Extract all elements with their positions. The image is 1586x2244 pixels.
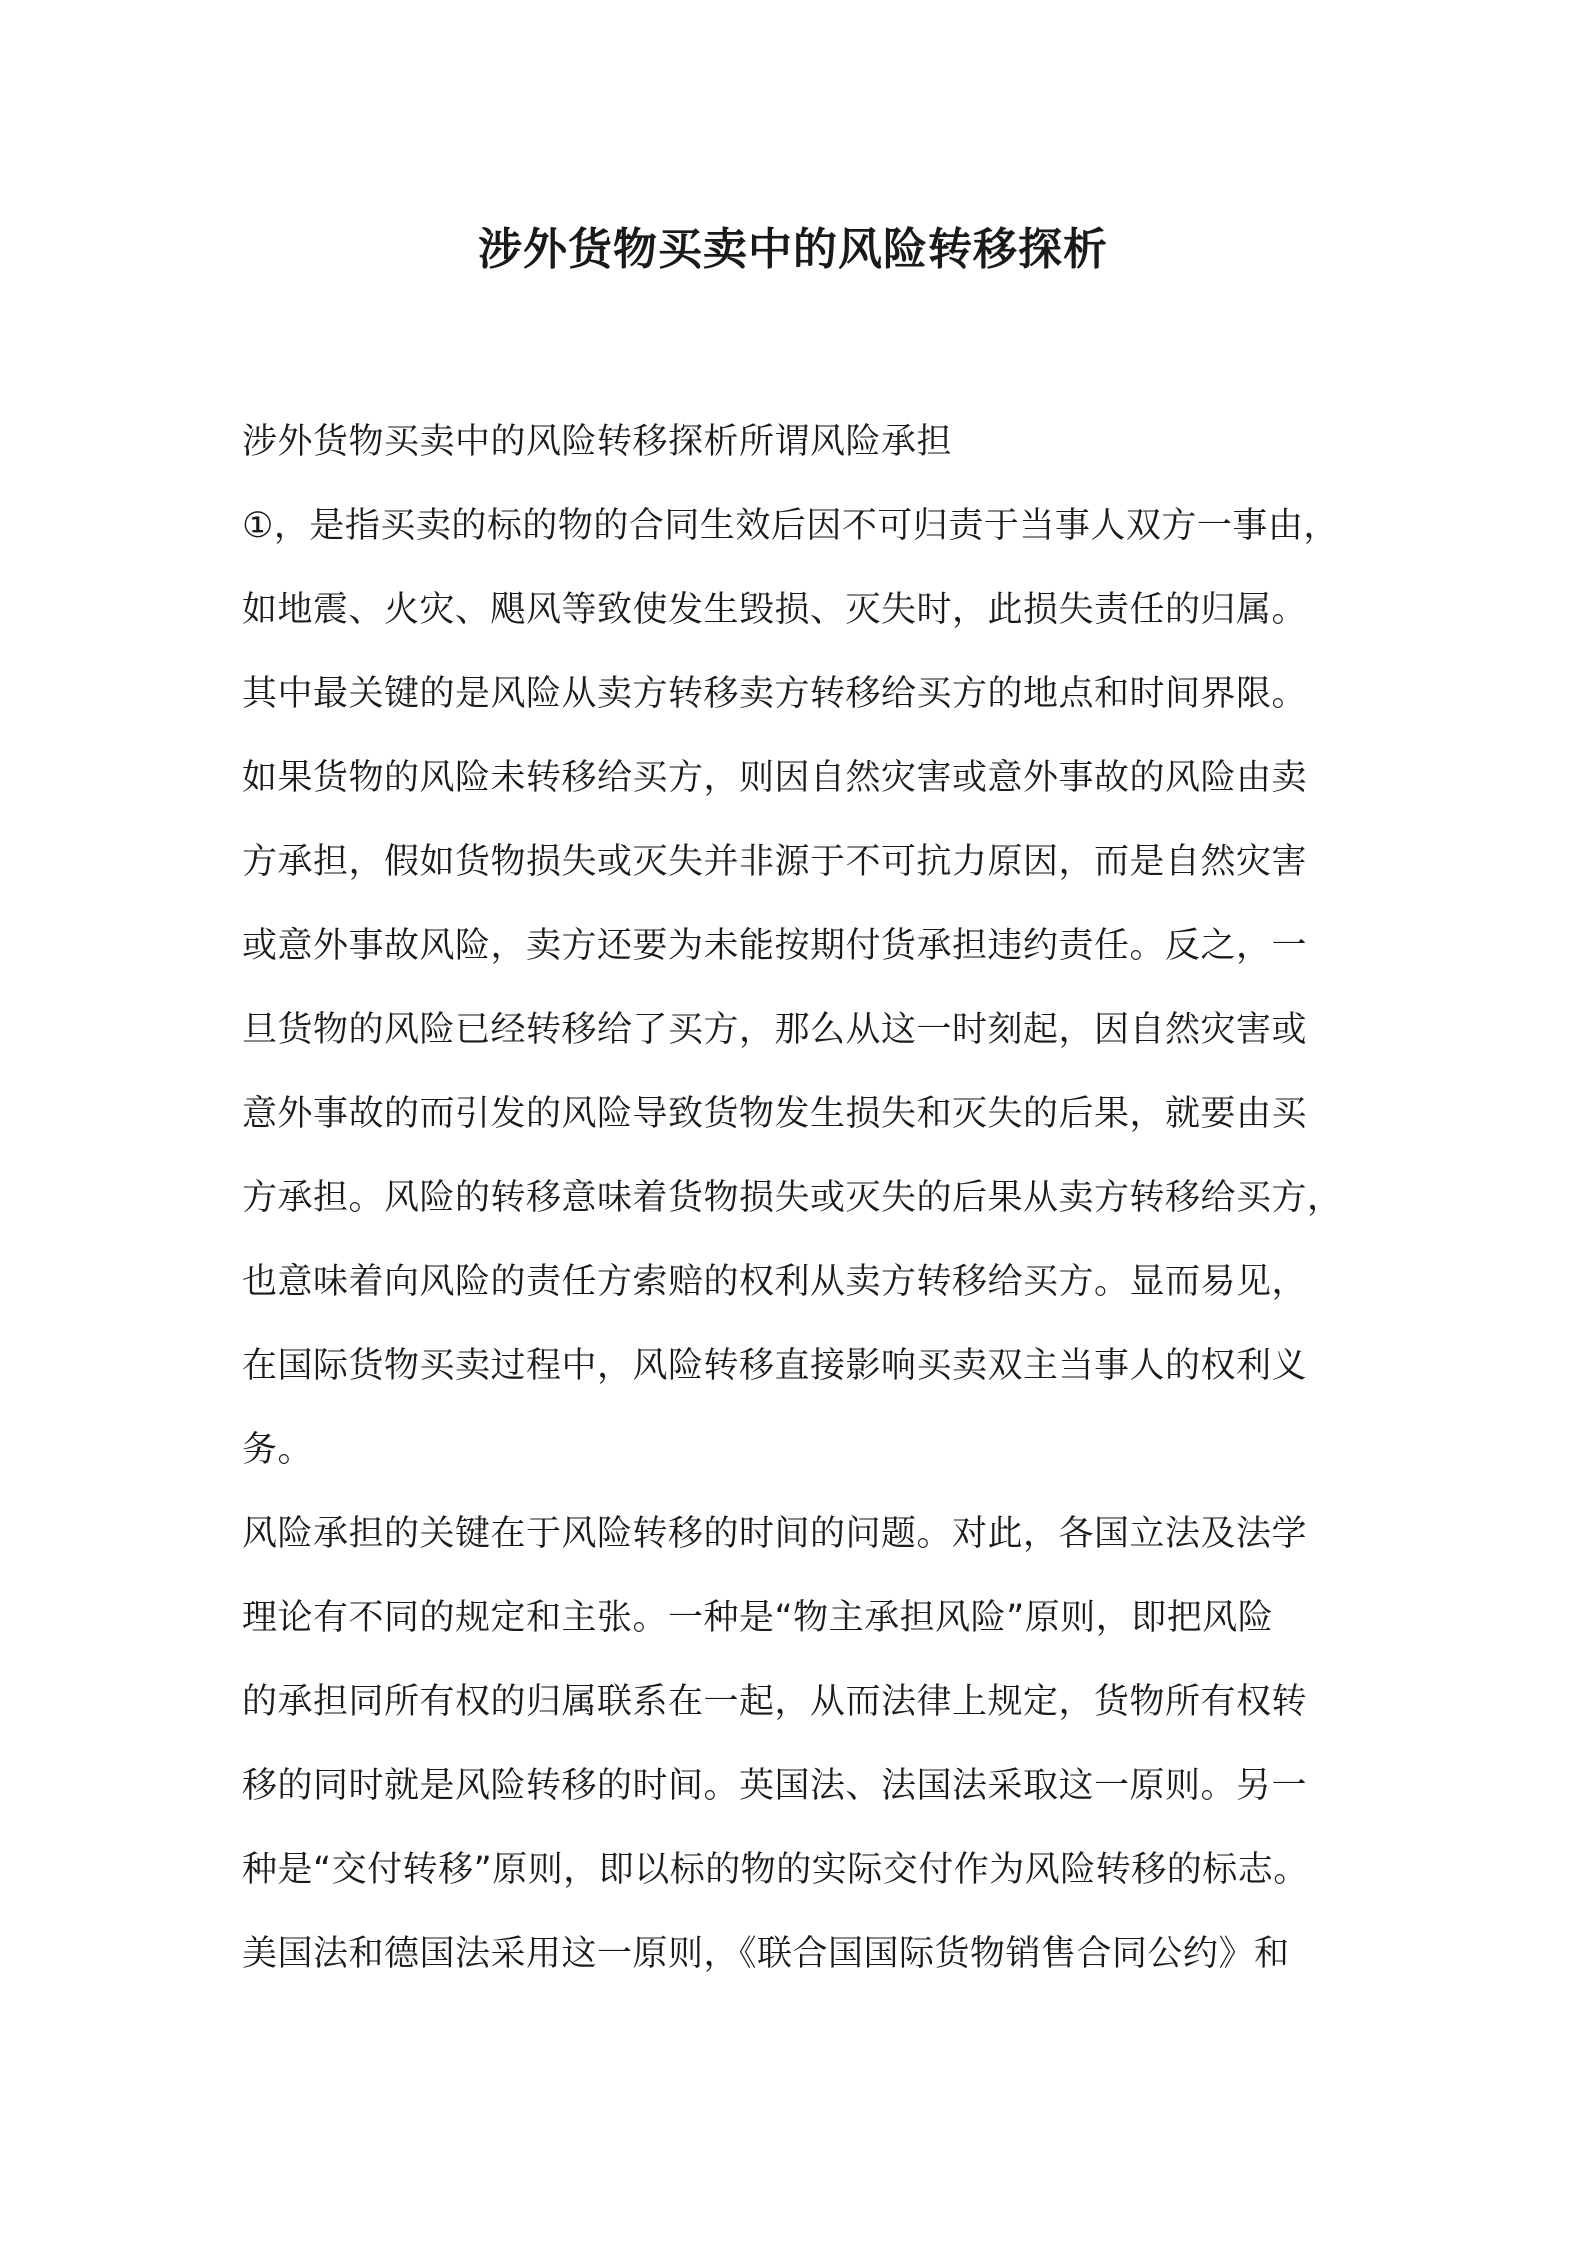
text-line: 如地震、火灾、飓风等致使发生毁损、灭失时，此损失责任的归属。: [242, 590, 1308, 630]
text-line: 也意味着向风险的责任方索赔的权利从卖方转移给买方。显而易见，: [242, 1262, 1308, 1302]
text-line: 风险承担的关键在于风险转移的时间的问题。对此，各国立法及法学: [242, 1514, 1308, 1554]
text-line: 或意外事故风险，卖方还要为未能按期付货承担违约责任。反之，一: [242, 926, 1308, 966]
text-line: 如果货物的风险未转移给买方，则因自然灾害或意外事故的风险由卖: [242, 758, 1308, 798]
text-line: 其中最关键的是风险从卖方转移卖方转移给买方的地点和时间界限。: [242, 674, 1308, 714]
text-line: 意外事故的而引发的风险导致货物发生损失和灭失的后果，就要由买: [242, 1094, 1308, 1134]
text-line: 的承担同所有权的归属联系在一起，从而法律上规定，货物所有权转: [242, 1682, 1308, 1722]
text-line: 移的同时就是风险转移的时间。英国法、法国法采取这一原则。另一: [242, 1766, 1308, 1806]
text-line: 务。: [242, 1430, 314, 1470]
text-line: 理论有不同的规定和主张。一种是“物主承担风险”原则，即把风险: [242, 1598, 1274, 1638]
text-line: 方承担。风险的转移意味着货物损失或灭失的后果从卖方转移给买方，: [242, 1178, 1343, 1218]
text-line: 种是“交付转移”原则，即以标的物的实际交付作为风险转移的标志。: [242, 1850, 1309, 1890]
text-line: ①，是指买卖的标的物的合同生效后因不可归责于当事人双方一事由，: [242, 506, 1339, 546]
text-line: 美国法和德国法采用这一原则，《联合国国际货物销售合同公约》和: [242, 1934, 1290, 1974]
text-line: 涉外货物买卖中的风险转移探析所谓风险承担: [242, 422, 953, 462]
document-body: [242, 400, 1372, 1996]
text-line: 旦货物的风险已经转移给了买方，那么从这一时刻起，因自然灾害或: [242, 1010, 1308, 1050]
text-line: 在国际货物买卖过程中，风险转移直接影响买卖双主当事人的权利义: [242, 1346, 1308, 1386]
document-title: 涉外货物买卖中的风险转移探析: [478, 224, 1108, 275]
text-line: 方承担，假如货物损失或灭失并非源于不可抗力原因，而是自然灾害: [242, 842, 1308, 882]
